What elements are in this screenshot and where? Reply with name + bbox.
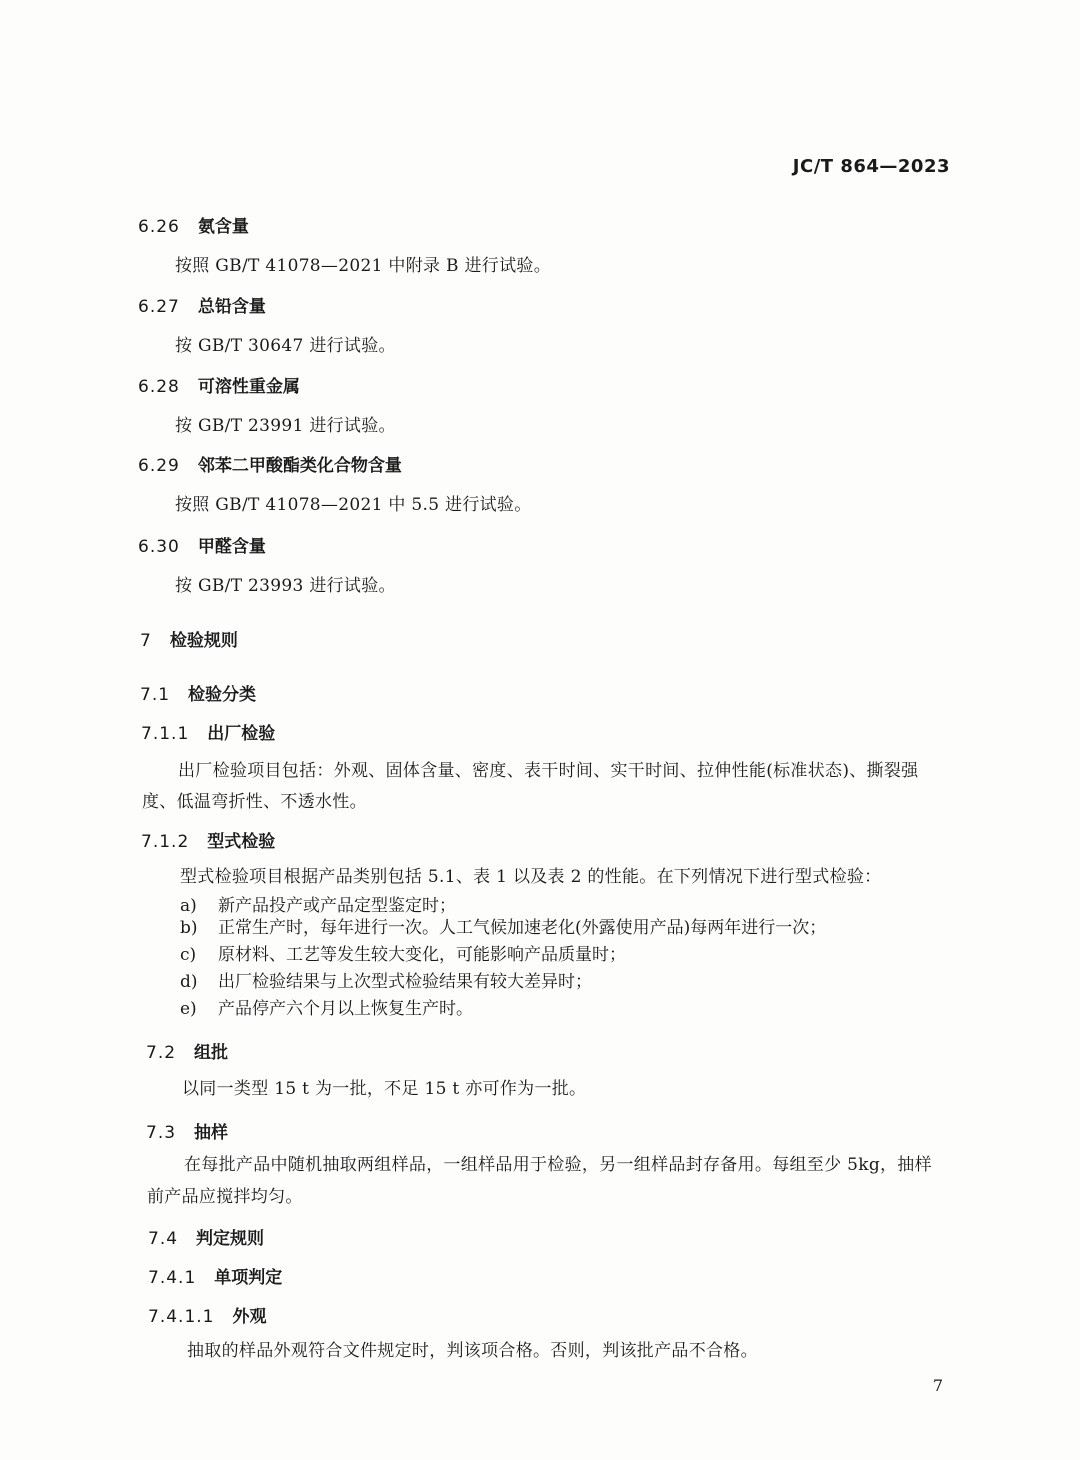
section-heading-7-3 bbox=[146, 1118, 228, 1143]
section-title: 组批 bbox=[194, 1043, 229, 1063]
section-body-7-1-1-line1: 出厂检验项目包括：外观、固体含量、密度、表干时间、实干时间、拉伸性能(标准状态)、撕裂强 bbox=[178, 761, 919, 781]
section-heading-7-1 bbox=[140, 680, 256, 705]
section-number: 7.1 bbox=[140, 685, 171, 705]
section-title: 判定规则 bbox=[196, 1229, 265, 1249]
section-heading-7-4 bbox=[148, 1224, 264, 1249]
section-body-7-2: 以同一类型 15 t 为一批，不足 15 t 亦可作为一批。 bbox=[182, 1079, 587, 1099]
list-item bbox=[180, 994, 473, 1019]
section-number: 7.4 bbox=[148, 1229, 179, 1249]
section-body-7-3-line1: 在每批产品中随机抽取两组样品，一组样品用于检验，另一组样品封存备用。每组至少 5kg，抽样 bbox=[184, 1155, 932, 1175]
section-heading-7-4-1-1 bbox=[148, 1302, 266, 1327]
list-marker: a) bbox=[180, 896, 197, 916]
section-body-6-26: 按照 GB/T 41078—2021 中附录 B 进行试验。 bbox=[175, 256, 551, 276]
list-text: 产品停产六个月以上恢复生产时。 bbox=[218, 999, 473, 1019]
section-body-7-4-1-1: 抽取的样品外观符合文件规定时，判该项合格。否则，判该批产品不合格。 bbox=[187, 1341, 758, 1361]
section-title: 型式检验 bbox=[207, 832, 276, 852]
section-title: 外观 bbox=[232, 1307, 267, 1327]
section-title: 单项判定 bbox=[214, 1268, 283, 1288]
section-number: 6.30 bbox=[138, 537, 180, 557]
section-title: 氨含量 bbox=[197, 217, 249, 237]
section-title: 检验分类 bbox=[188, 685, 257, 705]
section-body-6-27: 按 GB/T 30647 进行试验。 bbox=[175, 336, 396, 356]
section-title: 抽样 bbox=[194, 1123, 229, 1143]
section-heading-7-2 bbox=[146, 1038, 228, 1063]
list-item bbox=[180, 940, 626, 965]
section-number: 7.1.2 bbox=[141, 832, 190, 852]
section-title: 出厂检验 bbox=[207, 724, 276, 744]
list-marker: b) bbox=[180, 918, 198, 938]
page-number: 7 bbox=[932, 1376, 943, 1395]
standard-number: JC/T 864—2023 bbox=[792, 156, 950, 177]
list-text: 新产品投产或产品定型鉴定时； bbox=[218, 896, 456, 916]
list-marker: e) bbox=[180, 999, 197, 1019]
list-text: 原材料、工艺等发生较大变化，可能影响产品质量时； bbox=[218, 945, 626, 965]
section-title: 邻苯二甲酸酯类化合物含量 bbox=[197, 456, 402, 476]
section-title: 可溶性重金属 bbox=[197, 377, 300, 397]
section-number: 7.4.1 bbox=[148, 1268, 197, 1288]
section-heading-7-1-2 bbox=[141, 827, 275, 852]
section-number: 6.29 bbox=[138, 456, 180, 476]
section-body-7-1-2: 型式检验项目根据产品类别包括 5.1、表 1 以及表 2 的性能。在下列情况下进行型式检验： bbox=[180, 867, 882, 887]
section-number: 7.1.1 bbox=[141, 724, 190, 744]
section-heading-6-29 bbox=[138, 451, 402, 476]
section-number: 6.28 bbox=[138, 377, 180, 397]
chapter-heading-7 bbox=[140, 626, 238, 651]
section-number: 6.27 bbox=[138, 297, 180, 317]
list-marker: c) bbox=[180, 945, 197, 965]
list-text: 正常生产时，每年进行一次。人工气候加速老化(外露使用产品)每两年进行一次； bbox=[218, 918, 827, 938]
section-heading-6-27 bbox=[138, 292, 266, 317]
section-title: 检验规则 bbox=[169, 631, 238, 651]
section-heading-7-4-1 bbox=[148, 1263, 282, 1288]
list-item bbox=[180, 967, 592, 992]
list-item bbox=[180, 913, 826, 938]
section-number: 7 bbox=[140, 631, 152, 651]
section-title: 总铅含量 bbox=[197, 297, 266, 317]
section-number: 6.26 bbox=[138, 217, 180, 237]
section-title: 甲醛含量 bbox=[197, 537, 266, 557]
section-heading-7-1-1 bbox=[141, 719, 275, 744]
section-number: 7.4.1.1 bbox=[148, 1307, 215, 1327]
section-heading-6-30 bbox=[138, 532, 266, 557]
list-marker: d) bbox=[180, 972, 198, 992]
section-body-6-30: 按 GB/T 23993 进行试验。 bbox=[175, 576, 396, 596]
section-body-7-3-line2: 前产品应搅拌均匀。 bbox=[147, 1187, 303, 1207]
section-body-7-1-1-line2: 度、低温弯折性、不透水性。 bbox=[142, 792, 367, 812]
section-heading-6-26 bbox=[138, 212, 249, 237]
section-heading-6-28 bbox=[138, 372, 300, 397]
section-body-6-28: 按 GB/T 23991 进行试验。 bbox=[175, 416, 396, 436]
section-body-6-29: 按照 GB/T 41078—2021 中 5.5 进行试验。 bbox=[175, 495, 532, 515]
section-number: 7.2 bbox=[146, 1043, 177, 1063]
section-number: 7.3 bbox=[146, 1123, 177, 1143]
list-text: 出厂检验结果与上次型式检验结果有较大差异时； bbox=[218, 972, 592, 992]
